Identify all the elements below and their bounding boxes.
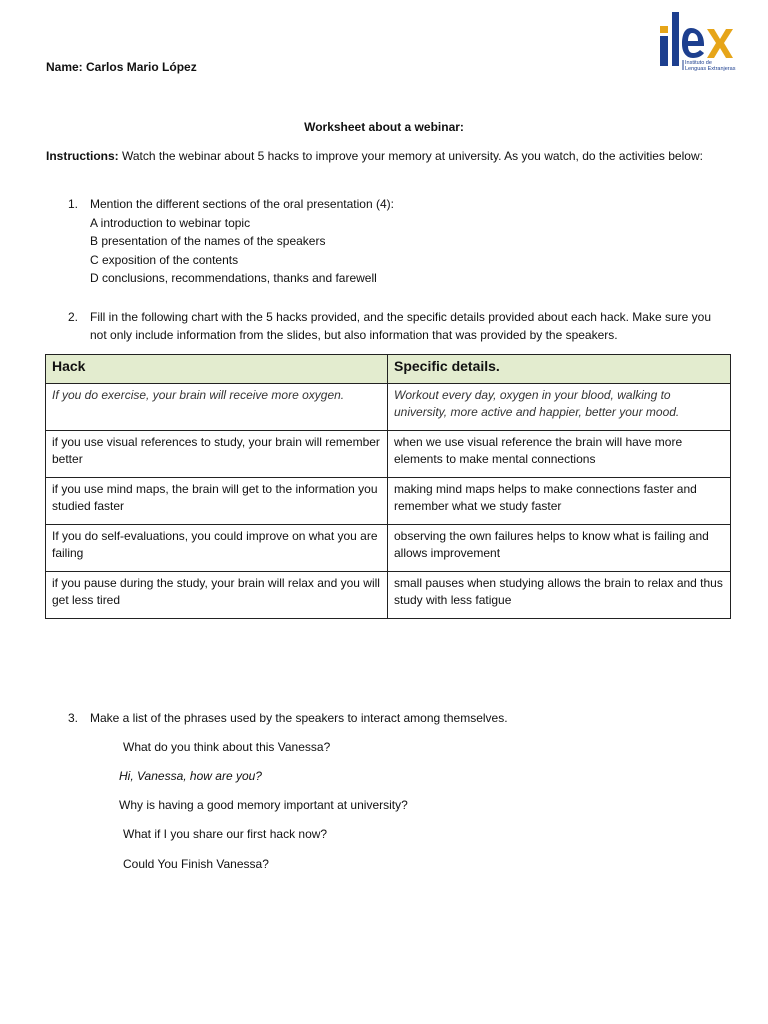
question-3-text: Make a list of the phrases used by the speakers to interact among themselves. xyxy=(90,711,508,725)
table-row xyxy=(46,431,731,478)
logo-text-line2: Lenguas Extranjeras xyxy=(685,66,736,72)
section-item-a: A introduction to webinar topic xyxy=(90,215,251,230)
question-1-body xyxy=(90,195,718,288)
document-title: Worksheet about a webinar: xyxy=(304,120,464,134)
header-specific-details: Specific details. xyxy=(388,355,731,384)
phrase-item: What if I you share our first hack now? xyxy=(123,827,328,841)
ilex-logo xyxy=(656,8,756,72)
phrase-item: Why is having a good memory important at university? xyxy=(119,798,408,812)
hack-cell: If you do self-evaluations, you could improve on what you are failing xyxy=(46,525,388,572)
details-cell: small pauses when studying allows the brain to relax and thus study with less fatigue xyxy=(388,572,731,619)
question-2-text: Fill in the following chart with the 5 hacks provided, and the specific details provided about each hack. Make sure you not only include information from the slides, but also information that was provided by the speakers. xyxy=(90,310,712,342)
logo-l-stem xyxy=(672,12,679,66)
logo-text-line1: Instituto de xyxy=(685,60,712,66)
hack-cell: if you use visual references to study, your brain will remember better xyxy=(46,431,388,478)
table-header-row xyxy=(46,355,731,384)
question-3 xyxy=(68,711,728,725)
student-name: Name: Carlos Mario López xyxy=(46,60,197,74)
ilex-logo-mark xyxy=(656,8,756,72)
logo-i-dot xyxy=(660,26,668,33)
table-row xyxy=(46,384,731,431)
instructions-paragraph xyxy=(46,147,722,165)
phrase-item: Could You Finish Vanessa? xyxy=(123,857,269,871)
section-item-d: D conclusions, recommendations, thanks and farewell xyxy=(90,271,377,286)
question-1 xyxy=(68,195,718,288)
section-item-b: B presentation of the names of the speakers xyxy=(90,234,326,249)
section-item-c: C exposition of the contents xyxy=(90,252,239,267)
table-row xyxy=(46,525,731,572)
details-cell: observing the own failures helps to know what is failing and allows improvement xyxy=(388,525,731,572)
hacks-table xyxy=(45,354,731,619)
hack-cell: If you do exercise, your brain will receive more oxygen. xyxy=(46,384,388,431)
logo-x-letter xyxy=(707,29,733,58)
phrase-item: Hi, Vanessa, how are you? xyxy=(119,769,262,783)
table-row xyxy=(46,572,731,619)
phrase-item: What do you think about this Vanessa? xyxy=(123,740,331,754)
hack-cell: if you pause during the study, your brain will relax and you will get less tired xyxy=(46,572,388,619)
question-1-text: Mention the different sections of the oral presentation (4): xyxy=(90,197,394,211)
question-2 xyxy=(68,308,728,344)
question-2-number: 2. xyxy=(68,310,79,324)
question-3-number: 3. xyxy=(68,711,79,725)
table-row xyxy=(46,478,731,525)
hack-cell: if you use mind maps, the brain will get to the information you studied faster xyxy=(46,478,388,525)
header-hack: Hack xyxy=(46,355,388,384)
instructions-text: Watch the webinar about 5 hacks to improve your memory at university. As you watch, do the activities below: xyxy=(118,149,703,163)
details-cell: when we use visual reference the brain will have more elements to make mental connections xyxy=(388,431,731,478)
details-cell: making mind maps helps to make connections faster and remember what we study faster xyxy=(388,478,731,525)
logo-i-stem xyxy=(660,36,668,66)
instructions-label: Instructions: xyxy=(46,149,119,163)
question-1-number: 1. xyxy=(68,197,79,211)
logo-e-letter xyxy=(682,28,704,58)
details-cell: Workout every day, oxygen in your blood, walking to university, more active and happier, better your mood. xyxy=(388,384,731,431)
